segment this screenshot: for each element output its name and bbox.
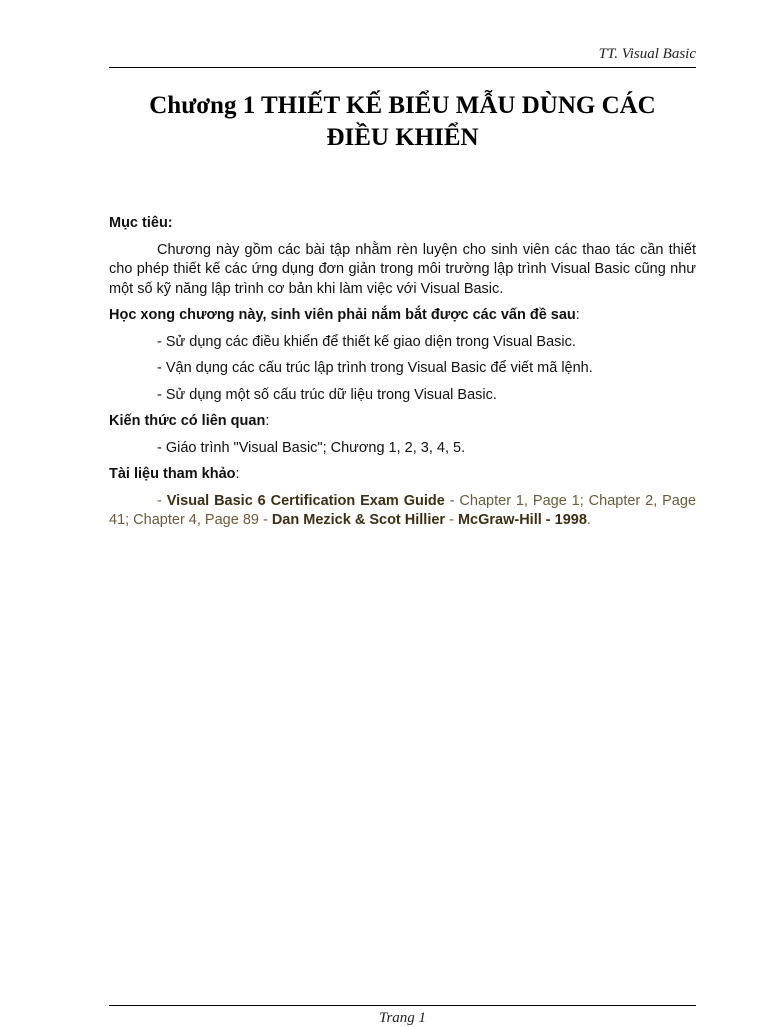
chapter-body [109, 214, 696, 531]
header-rule [109, 67, 696, 68]
section-heading-muc-tieu: Mục tiêu: [109, 215, 173, 231]
muc-tieu-paragraph: Chương này gồm các bài tập nhằm rèn luyện cho sinh viên các thao tác cần thiết cho phép thiết kế các ứng dụng đơn giản trong môi trường lập trình Visual Basic cũng như một số kỹ năng lập trình cơ bản khi làm việc với Visual Basic. [109, 241, 696, 297]
chapter-title [109, 90, 696, 154]
list-item: - Sử dụng một số cấu trúc dữ liệu trong Visual Basic. [157, 386, 497, 403]
tai-lieu-colon: : [235, 466, 240, 482]
page-number: Trang 1 [378, 1010, 427, 1026]
hoc-xong-heading-text: Học xong chương này, sinh viên phải nắm bắt được các vấn đề sau [109, 307, 576, 323]
chapter-title-line2: ĐIỀU KHIỂN [326, 124, 479, 151]
chapter-title-line1: Chương 1 THIẾT KẾ BIỂU MẪU DÙNG CÁC [149, 92, 656, 119]
kien-thuc-colon: : [265, 413, 270, 429]
section-heading-hoc-xong [109, 306, 696, 326]
kien-thuc-heading-text: Kiến thức có liên quan [109, 413, 266, 429]
section-heading-tai-lieu [109, 465, 696, 485]
footer-rule [109, 1005, 696, 1006]
ref-end: . [586, 512, 591, 528]
ref-separator: - [445, 512, 458, 528]
ref-authors: Dan Mezick & Scot Hillier [271, 512, 446, 528]
ref-publisher: McGraw-Hill - 1998 [457, 512, 587, 528]
list-item: - Sử dụng các điều khiển để thiết kế giao diện trong Visual Basic. [157, 333, 576, 350]
ref-book-title: Visual Basic 6 Certification Exam Guide [166, 492, 445, 509]
hoc-xong-colon: : [575, 307, 580, 323]
list-item: - Vận dụng các cấu trúc lập trình trong Visual Basic để viết mã lệnh. [157, 360, 593, 376]
page-header: TT. Visual Basic [598, 46, 696, 62]
ref-chapters: - Chapter 1, Page 1; Chapter 2, Page 41; Chapter 4, Page 89 - [109, 492, 697, 528]
tai-lieu-heading-text: Tài liệu tham khảo [109, 466, 236, 482]
section-heading-kien-thuc [109, 412, 696, 432]
ref-dash: - [157, 492, 167, 509]
list-item: - Giáo trình "Visual Basic"; Chương 1, 2, 3, 4, 5. [157, 439, 466, 456]
reference-entry [109, 492, 696, 531]
